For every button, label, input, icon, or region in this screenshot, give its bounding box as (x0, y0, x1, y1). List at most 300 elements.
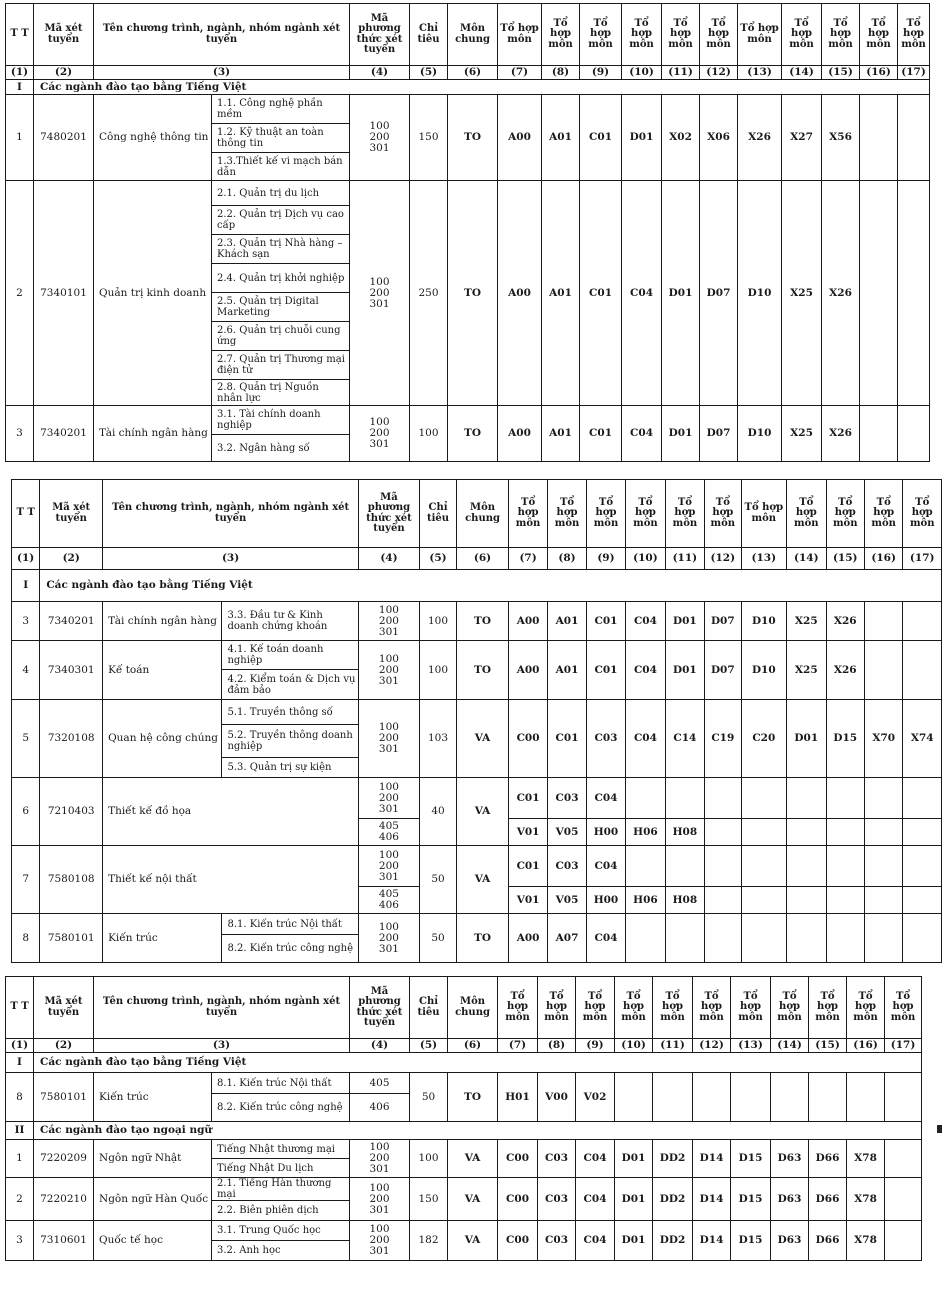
column-number: (2) (34, 1039, 94, 1053)
method-codes: 100 200 301 (350, 1140, 410, 1178)
subject-combo: H00 (586, 887, 625, 914)
subject-combo (787, 778, 826, 819)
subject-combo: A00 (498, 95, 542, 181)
program-name: Kế toán (103, 641, 222, 700)
method-codes: 100 200 301 (350, 406, 410, 462)
subject-combo: X26 (738, 95, 782, 181)
subject-combo (826, 778, 864, 819)
program-code: 7340201 (40, 602, 103, 641)
method-codes: 100 200 301 (359, 778, 420, 819)
subject-combo: D07 (705, 602, 741, 641)
subject-combo (705, 846, 741, 887)
subject-combo: D66 (809, 1178, 847, 1221)
column-number: (14) (771, 1039, 809, 1053)
subject-combo (741, 846, 787, 887)
row-number: 5 (12, 700, 40, 778)
header-subject-combo: Tổ hợp môn (898, 4, 930, 66)
subject-combo (741, 887, 787, 914)
column-number: (3) (94, 66, 350, 80)
column-number: (14) (787, 548, 826, 570)
column-number: (4) (350, 1039, 410, 1053)
subject-combo: V05 (548, 887, 586, 914)
sub-program: 8.2. Kiến trúc công nghệ (222, 935, 359, 963)
subject-combo: C04 (576, 1140, 615, 1178)
subject-combo: D01 (787, 700, 826, 778)
header-subject-combo: Tổ hợp môn (885, 977, 922, 1039)
column-number: (11) (662, 66, 700, 80)
sub-program: 8.2. Kiến trúc công nghệ (212, 1094, 350, 1122)
subject-combo (741, 819, 787, 846)
program-name: Ngôn ngữ Hàn Quốc (94, 1178, 212, 1221)
column-number: (5) (419, 548, 456, 570)
subject-combo (864, 846, 902, 887)
subject-combo (771, 1073, 809, 1122)
header-program-name: Tên chương trình, ngành, nhóm ngành xét tuyển (103, 480, 359, 548)
sub-program: 2.4. Quản trị khởi nghiệp (212, 264, 350, 293)
header-program-name: Tên chương trình, ngành, nhóm ngành xét tuyển (94, 4, 350, 66)
program-code: 7580108 (40, 846, 103, 914)
subject-combo: A01 (542, 181, 580, 406)
header-program-name: Tên chương trình, ngành, nhóm ngành xét tuyển (94, 977, 350, 1039)
column-number: (16) (847, 1039, 885, 1053)
column-number: (8) (542, 66, 580, 80)
method-codes: 405 406 (359, 819, 420, 846)
subject-combo: C01 (508, 778, 547, 819)
subject-combo: A01 (548, 602, 586, 641)
subject-combo: X25 (787, 602, 826, 641)
method-codes: 100 200 301 (350, 181, 410, 406)
sub-program: 2.1. Tiếng Hàn thương mại (212, 1178, 350, 1201)
subject-combo: X26 (826, 602, 864, 641)
column-number: (8) (548, 548, 586, 570)
program-code: 7320108 (40, 700, 103, 778)
section-title: Các ngành đào tạo bằng Tiếng Việt (34, 80, 930, 95)
section-title: Các ngành đào tạo bằng Tiếng Việt (40, 570, 942, 602)
table-row (6, 95, 930, 124)
subject-combo: D14 (693, 1140, 731, 1178)
subject-combo (903, 914, 942, 963)
subject-combo: H08 (665, 819, 704, 846)
subject-combo: C04 (626, 602, 665, 641)
subject-combo (705, 778, 741, 819)
sub-program: 2.1. Quản trị du lịch (212, 181, 350, 206)
header-quota: Chỉ tiêu (410, 977, 448, 1039)
header-subject-combo: Tổ hợp môn (847, 977, 885, 1039)
row-number: 3 (12, 602, 40, 641)
sub-program: 2.3. Quản trị Nhà hàng – Khách sạn (212, 235, 350, 264)
sub-program: 2.7. Quản trị Thương mại điện tử (212, 351, 350, 380)
subject-combo (864, 778, 902, 819)
section-number: II (6, 1122, 34, 1140)
subject-combo (903, 778, 942, 819)
subject-combo (885, 1140, 922, 1178)
table-row (6, 1140, 922, 1159)
sub-program: 3.1. Tài chính doanh nghiệp (212, 406, 350, 435)
header-tt: T T (6, 977, 34, 1039)
header-subject-combo: Tổ hợp môn (741, 480, 787, 548)
subject-combo: V02 (576, 1073, 615, 1122)
program-name: Ngôn ngữ Nhật (94, 1140, 212, 1178)
subject-combo: X56 (822, 95, 860, 181)
subject-combo: X70 (864, 700, 902, 778)
header-subject-combo: Tổ hợp môn (498, 977, 538, 1039)
header-subject-combo: Tổ hợp môn (653, 977, 693, 1039)
row-number: 8 (6, 1073, 34, 1122)
common-subject: TO (448, 95, 498, 181)
quota: 100 (419, 602, 456, 641)
sub-program: 2.2. Quản trị Dịch vụ cao cấp (212, 206, 350, 235)
program-name: Công nghệ thông tin (94, 95, 212, 181)
table-row (12, 602, 942, 641)
header-subject-combo: Tổ hợp môn (622, 4, 662, 66)
program-code: 7210403 (40, 778, 103, 846)
subject-combo: D10 (741, 602, 787, 641)
column-number: (1) (6, 66, 34, 80)
admission-table-part-2 (11, 479, 942, 963)
header-subject-combo: Tổ hợp môn (626, 480, 665, 548)
column-number: (6) (448, 1039, 498, 1053)
subject-combo (705, 887, 741, 914)
subject-combo: X06 (700, 95, 738, 181)
program-code: 7580101 (40, 914, 103, 963)
subject-combo: X78 (847, 1140, 885, 1178)
column-number: (13) (741, 548, 787, 570)
subject-combo: A01 (542, 406, 580, 462)
sub-program: 3.1. Trung Quốc học (212, 1221, 350, 1241)
header-quota: Chỉ tiêu (410, 4, 448, 66)
row-number: 3 (6, 406, 34, 462)
column-number: (6) (448, 66, 498, 80)
subject-combo (653, 1073, 693, 1122)
subject-combo: X26 (822, 181, 860, 406)
column-number: (2) (40, 548, 103, 570)
subject-combo (615, 1073, 653, 1122)
subject-combo: C04 (626, 700, 665, 778)
subject-combo: D01 (615, 1221, 653, 1261)
program-code: 7220209 (34, 1140, 94, 1178)
subject-combo: X27 (782, 95, 822, 181)
header-method-code: Mã phương thức xét tuyển (359, 480, 420, 548)
column-number: (11) (653, 1039, 693, 1053)
header-method-code: Mã phương thức xét tuyển (350, 4, 410, 66)
header-subject-combo: Tổ hợp môn (705, 480, 741, 548)
header-subject-combo: Tổ hợp môn (586, 480, 625, 548)
section-row (6, 1053, 922, 1073)
subject-combo (860, 406, 898, 462)
subject-combo: D07 (700, 181, 738, 406)
sub-program: 8.1. Kiến trúc Nội thất (212, 1073, 350, 1094)
method-codes: 100 200 301 (350, 1221, 410, 1261)
subject-combo (741, 778, 787, 819)
subject-combo: DD2 (653, 1140, 693, 1178)
header-subject-combo: Tổ hợp môn (787, 480, 826, 548)
column-number: (6) (457, 548, 509, 570)
header-subject-combo: Tổ hợp môn (576, 977, 615, 1039)
common-subject: TO (457, 641, 509, 700)
sub-program: 8.1. Kiến trúc Nội thất (222, 914, 359, 935)
row-number: 3 (6, 1221, 34, 1261)
subject-combo: D14 (693, 1221, 731, 1261)
table-row (6, 1178, 922, 1201)
header-subject-combo: Tổ hợp môn (538, 977, 576, 1039)
subject-combo (787, 819, 826, 846)
subject-combo (864, 819, 902, 846)
program-name: Quan hệ công chúng (103, 700, 222, 778)
subject-combo (903, 887, 942, 914)
row-number: 1 (6, 1140, 34, 1178)
column-number: (4) (359, 548, 420, 570)
section-row (12, 570, 942, 602)
column-number: (15) (826, 548, 864, 570)
column-number: (12) (700, 66, 738, 80)
subject-combo: C00 (498, 1178, 538, 1221)
subject-combo: D10 (738, 406, 782, 462)
column-number: (16) (860, 66, 898, 80)
subject-combo (809, 1073, 847, 1122)
subject-combo: C01 (580, 406, 622, 462)
section-number: I (6, 80, 34, 95)
subject-combo (693, 1073, 731, 1122)
subject-combo: H06 (626, 819, 665, 846)
header-subject-combo: Tổ hợp môn (860, 4, 898, 66)
sub-program: 2.5. Quản trị Digital Marketing (212, 293, 350, 322)
section-title: Các ngành đào tạo bằng Tiếng Việt (34, 1053, 922, 1073)
subject-combo: C04 (622, 406, 662, 462)
subject-combo: H06 (626, 887, 665, 914)
method-codes: 100 200 301 (359, 641, 420, 700)
column-number: (3) (94, 1039, 350, 1053)
subject-combo: H01 (498, 1073, 538, 1122)
header-code: Mã xét tuyển (34, 4, 94, 66)
subject-combo: C04 (576, 1221, 615, 1261)
method-codes: 405 406 (359, 887, 420, 914)
subject-combo: D10 (738, 181, 782, 406)
subject-combo: C04 (576, 1178, 615, 1221)
subject-combo (903, 641, 942, 700)
subject-combo: C03 (538, 1140, 576, 1178)
column-number: (12) (705, 548, 741, 570)
method-code: 405 (350, 1073, 410, 1094)
subject-combo: C01 (580, 181, 622, 406)
subject-combo: C04 (586, 846, 625, 887)
subject-combo: C14 (665, 700, 704, 778)
subject-combo: C03 (548, 846, 586, 887)
subject-combo: D15 (731, 1178, 771, 1221)
subject-combo: D10 (741, 641, 787, 700)
subject-combo: C04 (586, 778, 625, 819)
subject-combo: H00 (586, 819, 625, 846)
subject-combo: D07 (705, 641, 741, 700)
header-subject-combo: Tổ hợp môn (693, 977, 731, 1039)
method-codes: 100 200 301 (359, 700, 420, 778)
program-code: 7340301 (40, 641, 103, 700)
sub-program: 1.2. Kỹ thuật an toàn thông tin (212, 124, 350, 153)
subject-combo: D63 (771, 1140, 809, 1178)
subject-combo: D66 (809, 1140, 847, 1178)
sub-program: 2.8. Quản trị Nguồn nhân lực (212, 380, 350, 406)
program-name: Tài chính ngân hàng (94, 406, 212, 462)
subject-combo: V01 (508, 887, 547, 914)
column-number: (14) (782, 66, 822, 80)
column-number: (10) (615, 1039, 653, 1053)
subject-combo: C00 (508, 700, 547, 778)
sub-program: 1.1. Công nghệ phần mềm (212, 95, 350, 124)
subject-combo: H08 (665, 887, 704, 914)
subject-combo: DD2 (653, 1178, 693, 1221)
subject-combo (731, 1073, 771, 1122)
column-number: (5) (410, 66, 448, 80)
column-number: (17) (885, 1039, 922, 1053)
common-subject: VA (448, 1140, 498, 1178)
subject-combo: C03 (586, 700, 625, 778)
header-subject-combo: Tổ hợp môn (809, 977, 847, 1039)
subject-combo: X25 (782, 181, 822, 406)
program-name: Thiết kế đồ họa (103, 778, 359, 846)
subject-combo: C00 (498, 1140, 538, 1178)
sub-program: 4.1. Kế toán doanh nghiệp (222, 641, 359, 670)
subject-combo: D07 (700, 406, 738, 462)
subject-combo (665, 846, 704, 887)
subject-combo (665, 778, 704, 819)
sub-program: 5.3. Quản trị sự kiện (222, 758, 359, 778)
header-subject-combo: Tổ hợp môn (700, 4, 738, 66)
subject-combo: X26 (826, 641, 864, 700)
subject-combo: C20 (741, 700, 787, 778)
subject-combo: C01 (548, 700, 586, 778)
subject-combo: D15 (826, 700, 864, 778)
sub-program: Tiếng Nhật Du lịch (212, 1159, 350, 1178)
subject-combo (626, 846, 665, 887)
header-code: Mã xét tuyển (40, 480, 103, 548)
subject-combo (864, 914, 902, 963)
subject-combo: D01 (665, 602, 704, 641)
method-codes: 100 200 301 (359, 602, 420, 641)
subject-combo: D66 (809, 1221, 847, 1261)
column-number: (15) (809, 1039, 847, 1053)
column-number: (1) (6, 1039, 34, 1053)
header-row (6, 977, 922, 1039)
program-code: 7480201 (34, 95, 94, 181)
table-row (12, 846, 942, 887)
quota: 100 (419, 641, 456, 700)
subject-combo: C03 (538, 1221, 576, 1261)
row-number: 6 (12, 778, 40, 846)
quota: 150 (410, 1178, 448, 1221)
subject-combo: A07 (548, 914, 586, 963)
column-number: (10) (626, 548, 665, 570)
common-subject: TO (448, 406, 498, 462)
sub-program: 1.3.Thiết kế vi mạch bán dẫn (212, 153, 350, 181)
subject-combo: X02 (662, 95, 700, 181)
column-number: (16) (864, 548, 902, 570)
subject-combo: D63 (771, 1221, 809, 1261)
subject-combo: D63 (771, 1178, 809, 1221)
subject-combo (826, 846, 864, 887)
table-row (6, 1073, 922, 1094)
subject-combo (903, 846, 942, 887)
quota: 50 (419, 914, 456, 963)
section-title: Các ngành đào tạo ngoại ngữ (34, 1122, 922, 1140)
subject-combo: C03 (538, 1178, 576, 1221)
common-subject: VA (457, 846, 509, 914)
row-number: 8 (12, 914, 40, 963)
common-subject: VA (457, 700, 509, 778)
subject-combo: D01 (665, 641, 704, 700)
subject-combo: X25 (782, 406, 822, 462)
subject-combo: D15 (731, 1221, 771, 1261)
subject-combo: A01 (548, 641, 586, 700)
subject-combo (626, 778, 665, 819)
header-subject-combo: Tổ hợp môn (782, 4, 822, 66)
sub-program: Tiếng Nhật thương mại (212, 1140, 350, 1159)
subject-combo: V05 (548, 819, 586, 846)
header-subject-combo: Tổ hợp môn (580, 4, 622, 66)
subject-combo: X25 (787, 641, 826, 700)
admission-table-part-3 (5, 976, 922, 1261)
program-name: Thiết kế nội thất (103, 846, 359, 914)
subject-combo: D01 (622, 95, 662, 181)
subject-combo: D01 (662, 406, 700, 462)
column-number: (5) (410, 1039, 448, 1053)
header-subject-combo: Tổ hợp môn (665, 480, 704, 548)
program-code: 7220210 (34, 1178, 94, 1221)
subject-combo: C00 (498, 1221, 538, 1261)
header-common-subject: Môn chung (457, 480, 509, 548)
subject-combo (885, 1178, 922, 1221)
subject-combo (826, 914, 864, 963)
sub-program: 2.2. Biên phiên dịch (212, 1201, 350, 1221)
program-code: 7340101 (34, 181, 94, 406)
subject-combo: C19 (705, 700, 741, 778)
subject-combo (705, 819, 741, 846)
table-row (6, 1221, 922, 1241)
subject-combo (903, 819, 942, 846)
header-subject-combo: Tổ hợp môn (662, 4, 700, 66)
column-number: (8) (538, 1039, 576, 1053)
column-number: (7) (508, 548, 547, 570)
subject-combo (885, 1221, 922, 1261)
common-subject: VA (448, 1221, 498, 1261)
subject-combo: C03 (548, 778, 586, 819)
program-name: Quốc tế học (94, 1221, 212, 1261)
subject-combo: A00 (508, 641, 547, 700)
row-number: 4 (12, 641, 40, 700)
subject-combo (864, 602, 902, 641)
quota: 182 (410, 1221, 448, 1261)
subject-combo: A00 (498, 406, 542, 462)
column-number: (4) (350, 66, 410, 80)
section-row (6, 80, 930, 95)
common-subject: VA (457, 778, 509, 846)
column-number: (3) (103, 548, 359, 570)
header-subject-combo: Tổ hợp môn (508, 480, 547, 548)
header-subject-combo: Tổ hợp môn (615, 977, 653, 1039)
header-subject-combo: Tổ hợp môn (542, 4, 580, 66)
subject-combo (860, 95, 898, 181)
quota: 103 (419, 700, 456, 778)
subject-combo: DD2 (653, 1221, 693, 1261)
column-number: (13) (731, 1039, 771, 1053)
quota: 50 (419, 846, 456, 914)
subject-combo: D01 (615, 1178, 653, 1221)
column-number: (9) (586, 548, 625, 570)
common-subject: TO (457, 602, 509, 641)
section-row (6, 1122, 922, 1140)
header-tt: T T (12, 480, 40, 548)
header-code: Mã xét tuyển (34, 977, 94, 1039)
subject-combo (626, 914, 665, 963)
column-number-row (12, 548, 942, 570)
